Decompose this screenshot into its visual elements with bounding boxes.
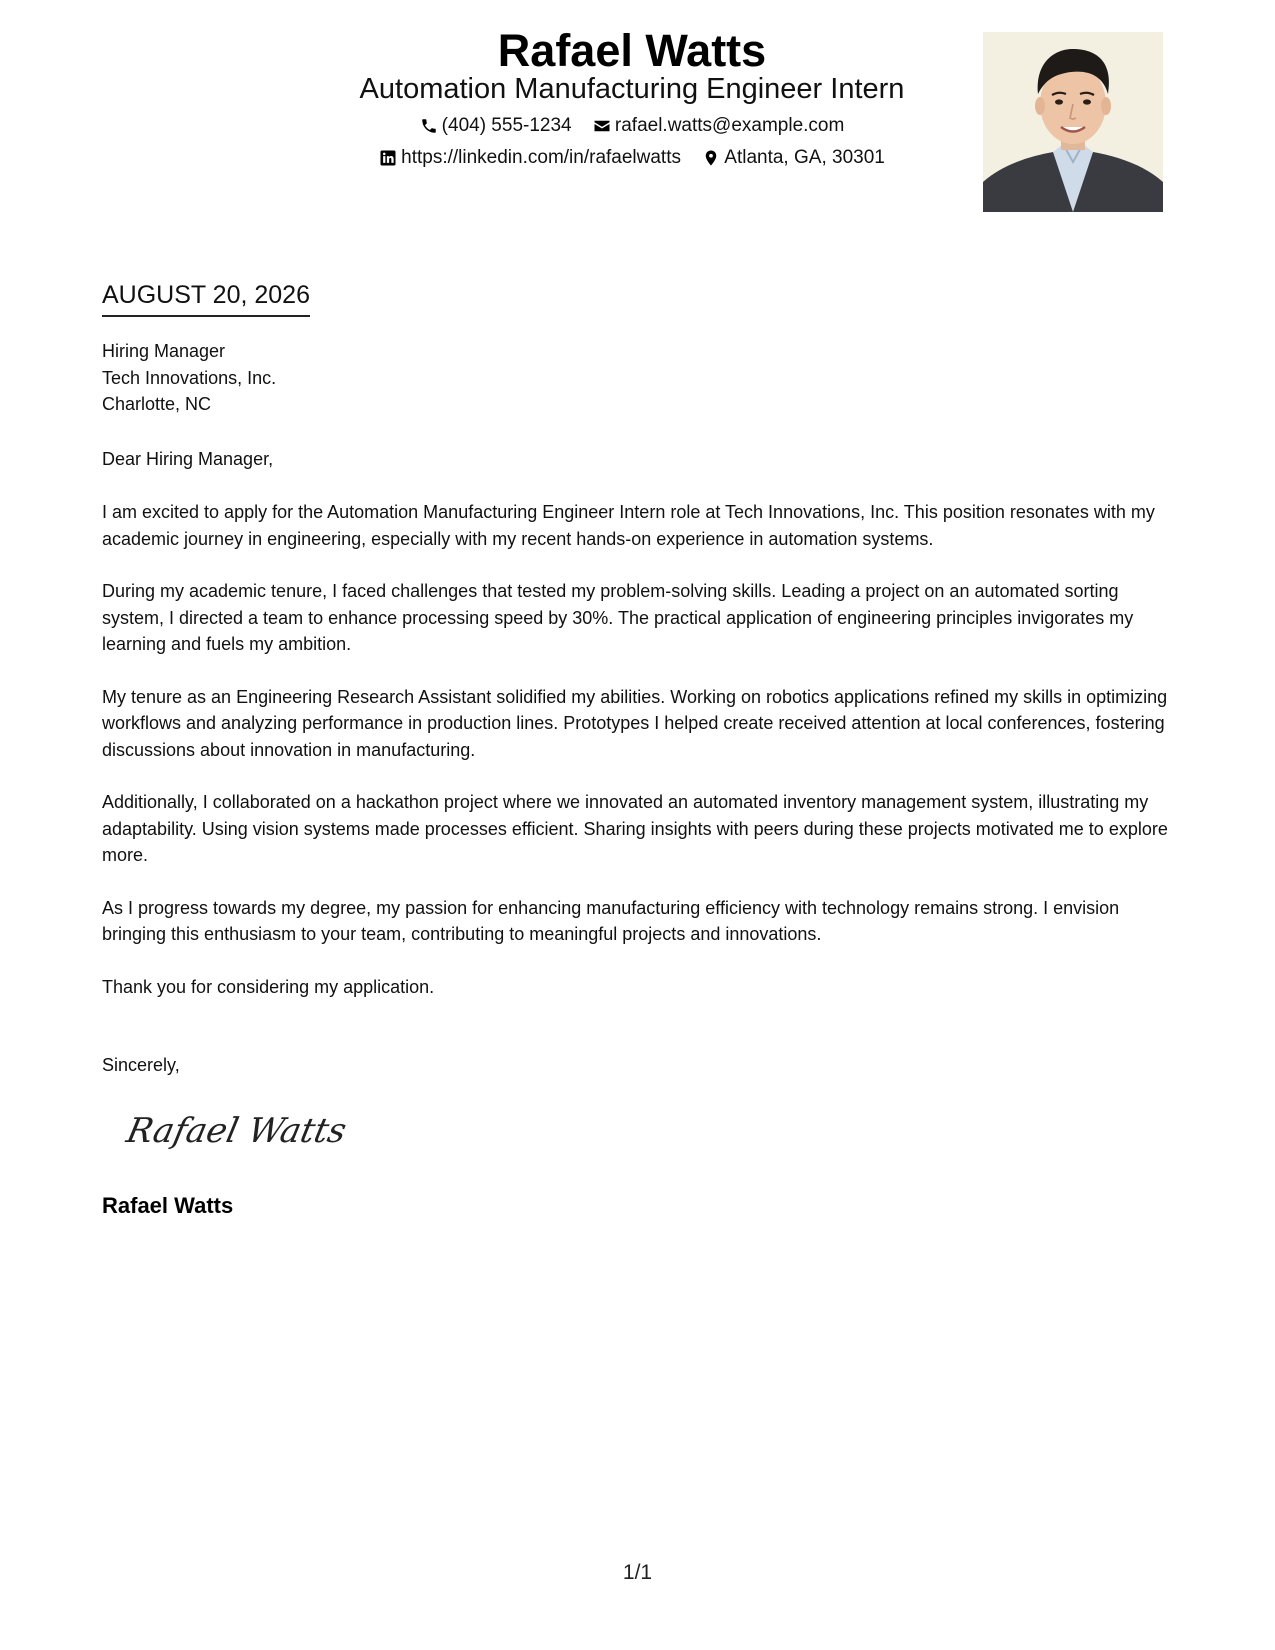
phone-contact[interactable] [420,114,572,138]
applicant-name: Rafael Watts [497,25,767,76]
linkedin-icon [379,149,397,167]
linkedin-contact[interactable] [379,146,681,170]
body-paragraph: As I progress towards my degree, my passion for enhancing manufacturing efficiency with technology remains strong. I envision bringing this enthusiasm to your team, contributing to meaningful projects and innovations. [102,897,1120,944]
phone-icon [420,117,438,135]
recipient-block [102,338,1172,418]
recipient-line: Tech Innovations, Inc. [102,367,277,388]
profile-photo [983,32,1163,212]
letter-date: AUGUST 20, 2026 [102,279,310,317]
linkedin-text: https://linkedin.com/in/rafaelwatts [401,147,681,168]
phone-text: (404) 555-1234 [441,115,572,136]
recipient-line: Hiring Manager [102,341,226,361]
body-paragraph: During my academic tenure, I faced challenges that tested my problem-solving skills. Leading a project on an automated sorting system, I directed a team to enhance processing speed by 30%. The practical application of engineering principles invigorates my learning and fuels my ambition. [102,581,1134,654]
body-paragraph: Thank you for considering my application. [102,976,435,997]
page-number: 1/1 [622,1561,653,1584]
signature-image [122,1100,362,1160]
body-paragraph: My tenure as an Engineering Research Assistant solidified my abilities. Working on robotics applications refined my skills in optimizing workflows and analyzing performance in production lines. Prototypes I helped create received attention at local conferences, fostering discussions about innovation in manufacturing. [102,686,1168,760]
handwritten-signature [122,1100,362,1160]
envelope-icon [593,117,611,135]
salutation: Dear Hiring Manager, [102,449,274,469]
map-pin-icon [702,149,720,167]
profile-photo-illustration [983,32,1163,212]
svg-text:Rafael Watts: Rafael Watts [123,1111,350,1151]
body-paragraph: Additionally, I collaborated on a hackathon project where we innovated an automated inventory management system, illustrating my adaptability. Using vision systems made processes efficient. Sharing insights with peers during these projects motivated me to explore more. [102,792,1168,865]
email-text: rafael.watts@example.com [614,115,845,136]
body-paragraph: I am excited to apply for the Automation Manufacturing Engineer Intern role at Tech Innovations, Inc. This position resonates with my academic journey in engineering, especially with my recent hands-on experience in automation systems. [102,502,1155,549]
closing: Sincerely, [102,1055,180,1075]
letter-body [102,499,1172,1026]
signer-name: Rafael Watts [102,1193,234,1218]
location-contact [702,146,885,170]
applicant-title: Automation Manufacturing Engineer Intern [359,73,905,105]
header [0,22,1275,212]
email-contact[interactable] [593,114,844,138]
recipient-line: Charlotte, NC [102,394,212,414]
location-text: Atlanta, GA, 30301 [724,147,885,168]
